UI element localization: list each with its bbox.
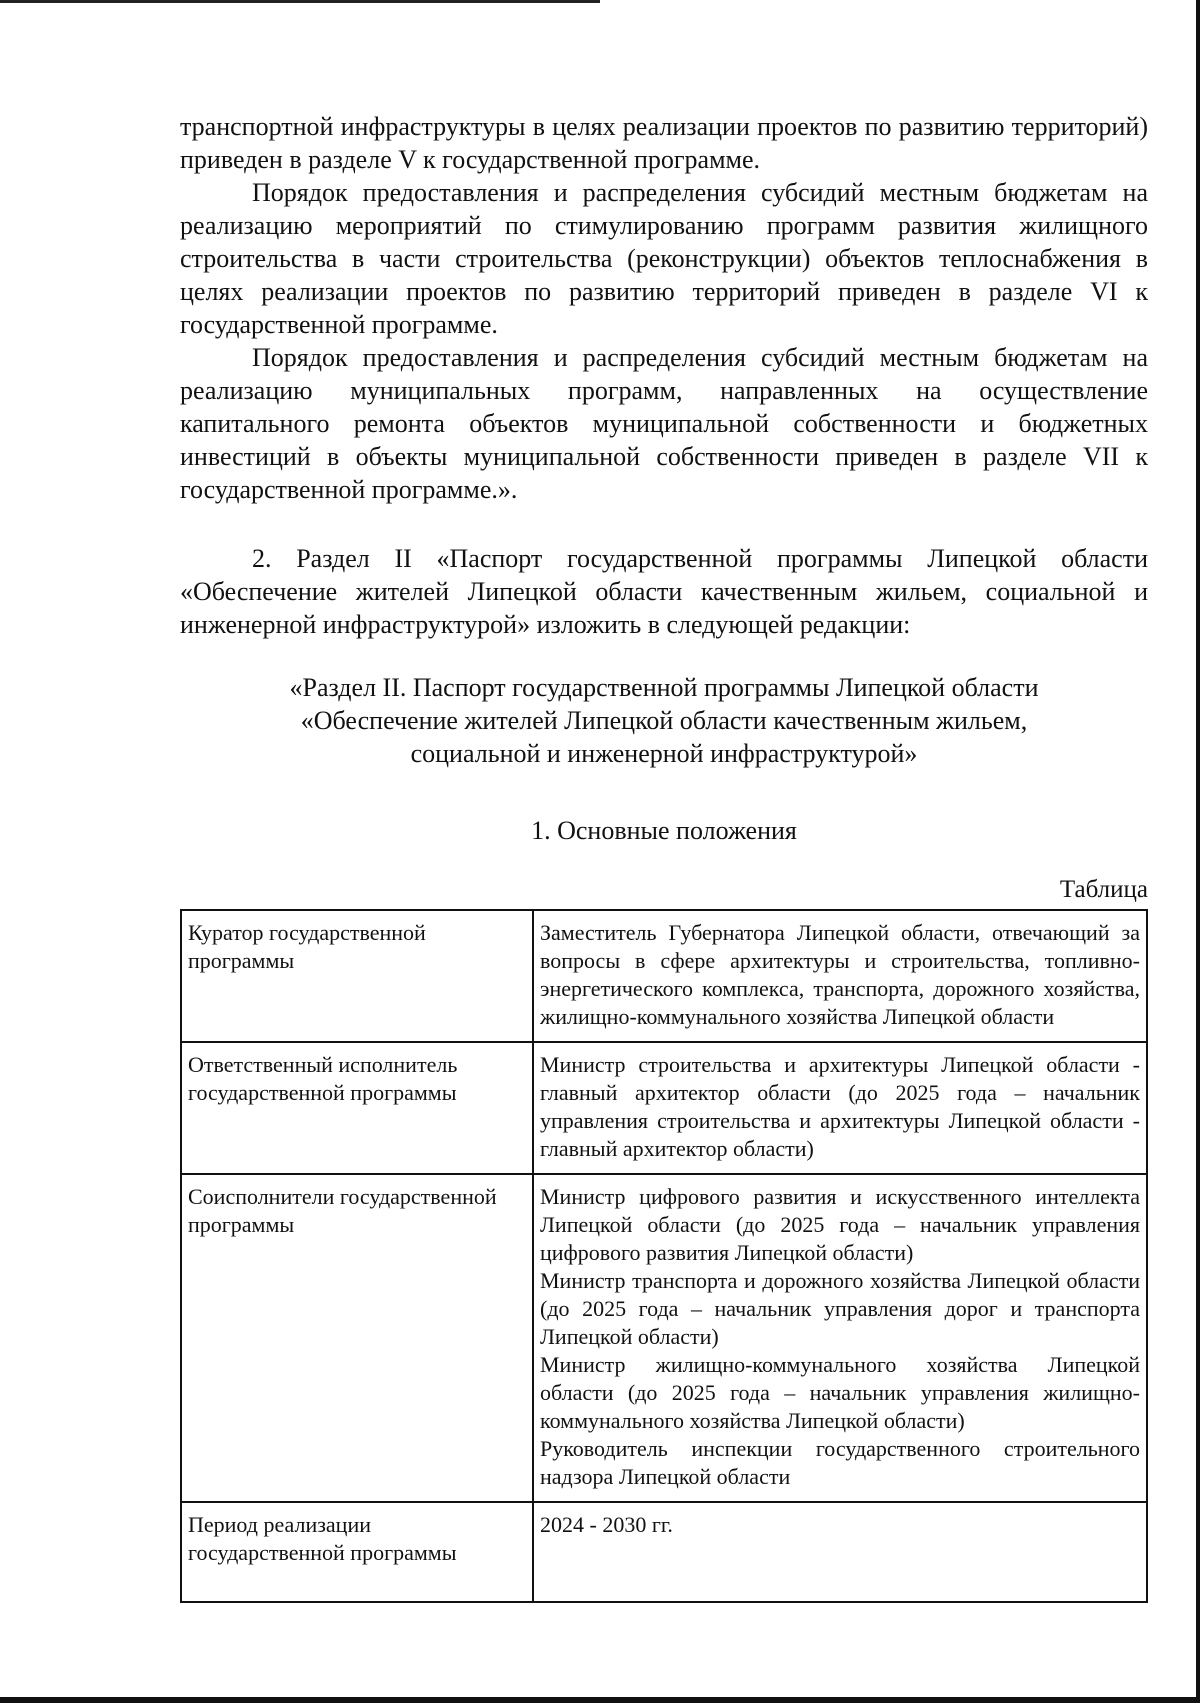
row-value [533, 1042, 1147, 1174]
table-row [181, 1042, 1147, 1174]
scan-edge-top [0, 0, 600, 3]
row-value [533, 1174, 1147, 1502]
passport-heading-line1: «Раздел II. Паспорт государственной программы Липецкой области [289, 673, 1039, 702]
value-text: Руководитель инспекции государственного строительного надзора Липецкой области [540, 1436, 1140, 1489]
row-value [533, 1502, 1147, 1602]
row-label: Куратор государственной программы [181, 910, 533, 1042]
passport-heading-line3: социальной и инженерной инфраструктурой» [410, 739, 918, 768]
section-title: 1. Основные положения [531, 816, 797, 845]
value-text: Министр цифрового развития и искусственного интеллекта Липецкой области (до 2025 года – начальник управления цифрового развития Липецкой области) [540, 1184, 1140, 1265]
row-label: Период реализации государственной программы [181, 1502, 533, 1602]
value-text: 2024 - 2030 гг. [540, 1512, 673, 1537]
value-text: Министр строительства и архитектуры Липецкой области - главный архитектор области (до 2025 года – начальник управления строительства и архитектуры Липецкой области - главный архитектор области) [540, 1052, 1140, 1161]
row-value [533, 910, 1147, 1042]
paragraph-subsidies-heat: Порядок предоставления и распределения субсидий местным бюджетам на реализацию мероприятий по стимулированию программ развития жилищного строительства в части строительства (реконструкции) объектов теплоснабжения в целях реализации проектов по развитию территорий приведен в разделе VI к государственной программе. [180, 178, 1148, 339]
value-text: Министр жилищно-коммунального хозяйства Липецкой области (до 2025 года – начальник управления жилищно-коммунального хозяйства Липецкой области) [540, 1352, 1140, 1433]
scan-edge-right [1196, 0, 1200, 1703]
value-text: Заместитель Губернатора Липецкой области, отвечающий за вопросы в сфере архитектуры и строительства, топливно-энергетического комплекса, транспорта, дорожного хозяйства, жилищно-коммунального хозяйства Липецкой области [540, 920, 1140, 1029]
table-row [181, 1502, 1147, 1602]
document-page [180, 110, 1148, 1603]
row-label: Ответственный исполнитель государственной программы [181, 1042, 533, 1174]
row-label: Соисполнители государственной программы [181, 1174, 533, 1502]
table-caption: Таблица [1059, 876, 1148, 903]
passport-heading-line2: «Обеспечение жителей Липецкой области качественным жильем, [300, 706, 1028, 735]
passport-heading [180, 671, 1148, 770]
table-row [181, 1174, 1147, 1502]
paragraph-subsidies-repair: Порядок предоставления и распределения субсидий местным бюджетам на реализацию муниципальных программ, направленных на осуществление капитального ремонта объектов муниципальной собственности и бюджетных инвестиций в объекты муниципальной собственности приведен в разделе VII к государственной программе.». [180, 343, 1148, 504]
passport-table [180, 909, 1148, 1603]
scan-edge-bottom [0, 1697, 1200, 1703]
paragraph-continuation: транспортной инфраструктуры в целях реализации проектов по развитию территорий) приведен в разделе V к государственной программе. [180, 112, 1148, 174]
table-row [181, 910, 1147, 1042]
paragraph-section-amendment: 2. Раздел II «Паспорт государственной программы Липецкой области «Обеспечение жителей Липецкой области качественным жильем, социальной и инженерной инфраструктурой» изложить в следующей редакции: [180, 544, 1148, 639]
value-text: Министр транспорта и дорожного хозяйства Липецкой области (до 2025 года – начальник управления дорог и транспорта Липецкой области) [540, 1268, 1140, 1349]
